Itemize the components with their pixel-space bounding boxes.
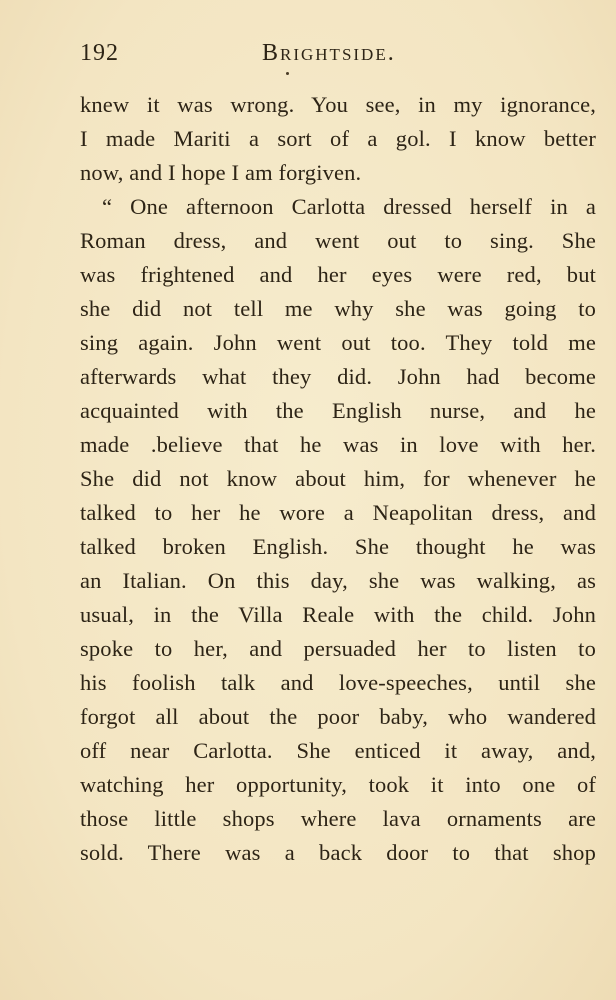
text-line: off near Carlotta. She enticed it away, and, xyxy=(80,738,596,763)
text-line: usual, in the Villa Reale with the child. John xyxy=(80,602,596,627)
text-line: acquainted with the English nurse, and he xyxy=(80,398,596,423)
text-line: sold. There was a back door to that shop xyxy=(80,840,596,865)
page-number: 192 xyxy=(80,40,119,66)
text-line: sing again. John went out too. They told me xyxy=(80,330,596,355)
running-head xyxy=(262,40,396,67)
text-line: was frightened and her eyes were red, but xyxy=(80,262,596,287)
text-line: She did not know about him, for whenever he xyxy=(80,466,596,491)
text-line: “ One afternoon Carlotta dressed herself in a xyxy=(102,194,596,219)
text-line: his foolish talk and love-speeches, until she xyxy=(80,670,596,695)
text-line: forgot all about the poor baby, who wandered xyxy=(80,704,596,729)
text-line: an Italian. On this day, she was walking, as xyxy=(80,568,596,593)
text-line: afterwards what they did. John had become xyxy=(80,364,596,389)
text-line: watching her opportunity, took it into one of xyxy=(80,772,596,797)
ornament-dot xyxy=(286,72,289,75)
text-line: I made Mariti a sort of a go‌l. I know better xyxy=(80,126,596,151)
text-line: those little shops where lava ornaments are xyxy=(80,806,596,831)
text-line: made .believe that he was in love with her. xyxy=(80,432,596,457)
running-head-title: Brightside. xyxy=(262,40,396,66)
text-line: now, and I hope I am forgiven. xyxy=(80,160,362,185)
text-line: talked broken English. She thought he was xyxy=(80,534,596,559)
body-text xyxy=(80,88,596,870)
text-line: talked to her he wore a Neapolitan dress, and xyxy=(80,500,596,525)
text-line: Roman dress, and went out to sing. She xyxy=(80,228,596,253)
text-line: knew it was wrong. You see, in my ignorance, xyxy=(80,92,596,117)
text-line: she did not tell me why she was going to xyxy=(80,296,596,321)
text-line: spoke to her, and persuaded her to listen to xyxy=(80,636,596,661)
